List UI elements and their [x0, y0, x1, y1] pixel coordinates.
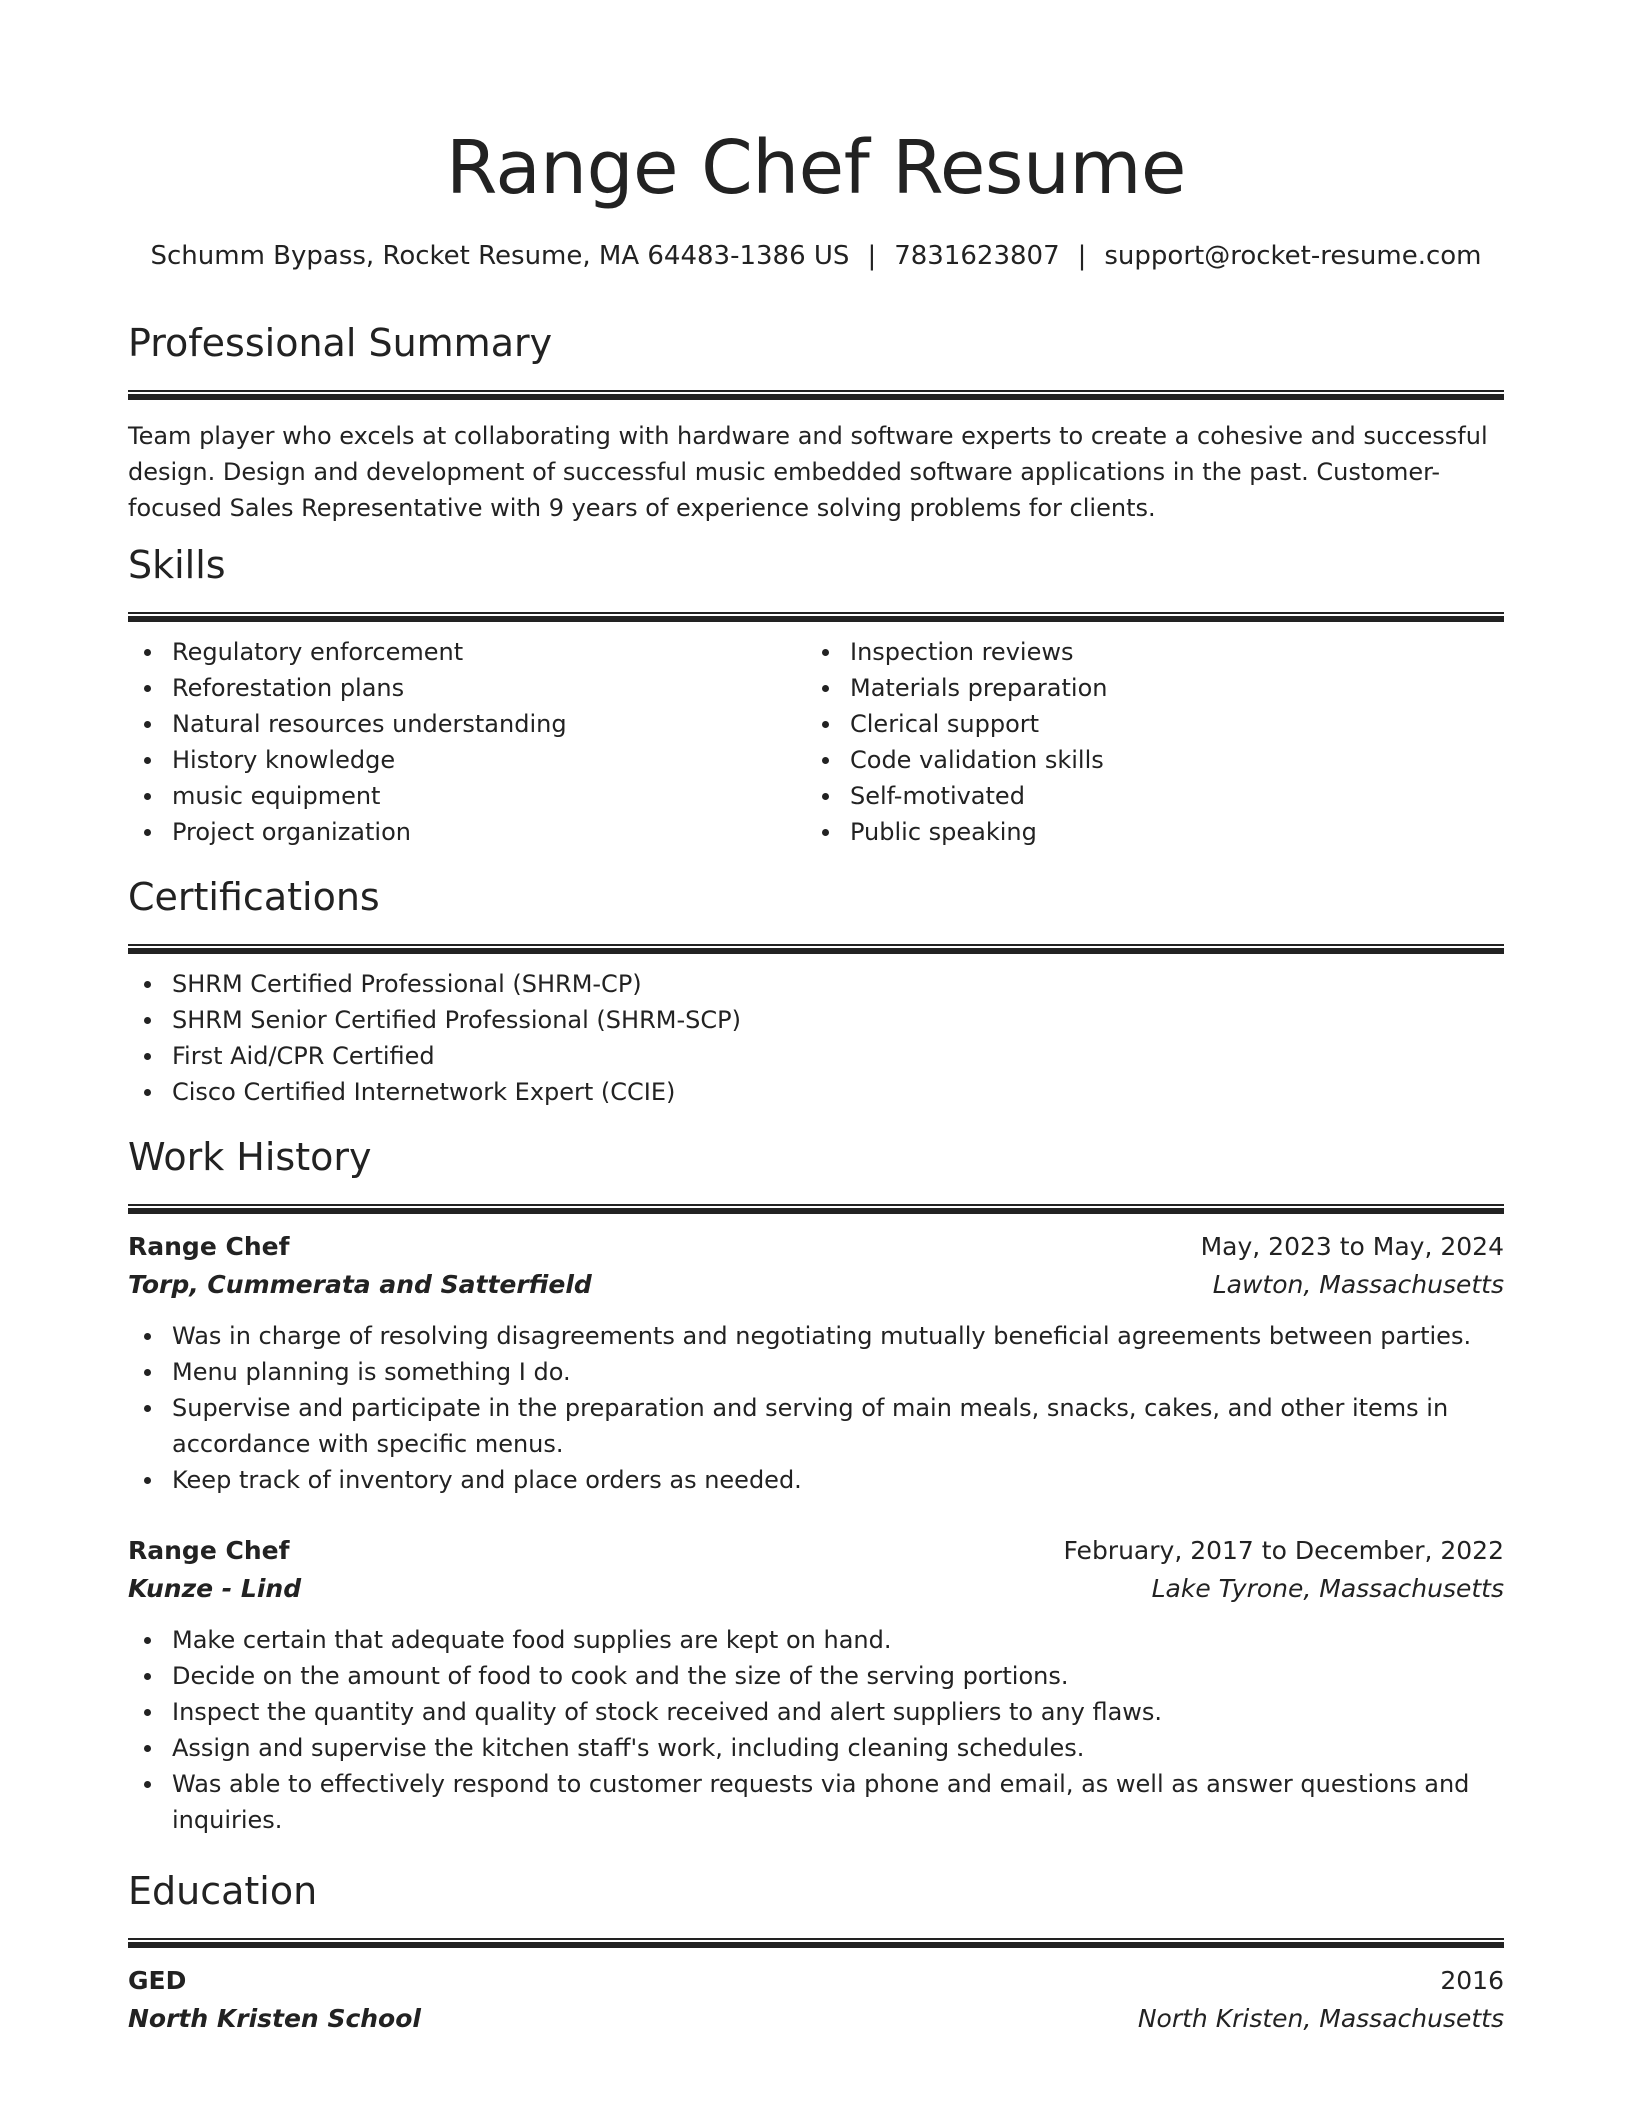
summary-heading: Professional Summary	[128, 321, 553, 365]
skill-item: Self-motivated	[806, 778, 1484, 814]
education-school: North Kristen School	[128, 2004, 421, 2033]
job-duty: Assign and supervise the kitchen staff's work, including cleaning schedules.	[128, 1730, 1504, 1766]
job-duty: Make certain that adequate food supplies are kept on hand.	[128, 1622, 1504, 1658]
skill-item: Public speaking	[806, 814, 1484, 850]
section-divider	[128, 1204, 1504, 1214]
job-duty: Inspect the quantity and quality of stock received and alert suppliers to any flaws.	[128, 1694, 1504, 1730]
education-year: 2016	[1440, 1966, 1504, 1995]
job-company: Torp, Cummerata and Satterfield	[128, 1270, 592, 1299]
contact-address: Schumm Bypass, Rocket Resume, MA 64483-1386 US	[150, 241, 850, 271]
skills-heading: Skills	[128, 543, 226, 587]
job-duty: Keep track of inventory and place orders as needed.	[128, 1462, 1504, 1498]
job-duty: Was in charge of resolving disagreements and negotiating mutually beneficial agreements between parties.	[128, 1318, 1504, 1354]
certification-item: SHRM Senior Certified Professional (SHRM-SCP)	[128, 1002, 1504, 1038]
skill-item: Regulatory enforcement	[128, 634, 806, 670]
resume-title: Range Chef Resume	[446, 125, 1186, 211]
section-divider	[128, 612, 1504, 622]
education-location: North Kristen, Massachusetts	[1137, 2004, 1504, 2033]
certifications-section	[128, 872, 1504, 1110]
skills-list-right	[806, 634, 1484, 850]
contact-phone: 7831623807	[894, 241, 1060, 271]
education-school-row	[128, 2000, 1504, 2038]
section-divider	[128, 390, 1504, 400]
job-company-row	[128, 1266, 1504, 1304]
job-title: Range Chef	[128, 1232, 290, 1261]
skill-item: Reforestation plans	[128, 670, 806, 706]
work-history-heading: Work History	[128, 1135, 372, 1179]
job-duty: Supervise and participate in the preparation and serving of main meals, snacks, cakes, and other items in accordance with specific menus.	[128, 1390, 1504, 1462]
certification-item: First Aid/CPR Certified	[128, 1038, 1504, 1074]
job-duties-list	[128, 1318, 1504, 1498]
skill-item: Code validation skills	[806, 742, 1484, 778]
job-duty: Decide on the amount of food to cook and the size of the serving portions.	[128, 1658, 1504, 1694]
section-divider	[128, 944, 1504, 954]
education-entry	[128, 1962, 1504, 2038]
summary-text: Team player who excels at collaborating with hardware and software experts to create a cohesive and successful design. Design and development of successful music embedded software applications in the past. Customer-focused Sales Representative with 9 years of experience solving problems for clients.	[128, 422, 1488, 522]
job-company: Kunze - Lind	[128, 1574, 302, 1603]
skills-list-left	[128, 634, 806, 850]
job-dates: May, 2023 to May, 2024	[1200, 1232, 1504, 1261]
skills-grid	[128, 634, 1504, 850]
certifications-list	[128, 966, 1504, 1110]
job-company-row	[128, 1570, 1504, 1608]
education-heading: Education	[128, 1869, 318, 1913]
certification-item: SHRM Certified Professional (SHRM-CP)	[128, 966, 1504, 1002]
education-degree: GED	[128, 1966, 187, 1995]
job-header-row	[128, 1228, 1504, 1266]
certifications-heading: Certifications	[128, 875, 380, 919]
skill-item: Natural resources understanding	[128, 706, 806, 742]
work-history-section	[128, 1132, 1504, 1838]
education-header-row	[128, 1962, 1504, 2000]
skill-item: Inspection reviews	[806, 634, 1484, 670]
job-title: Range Chef	[128, 1536, 290, 1565]
skill-item: music equipment	[128, 778, 806, 814]
skill-item: History knowledge	[128, 742, 806, 778]
job-entry	[128, 1532, 1504, 1838]
job-duty: Menu planning is something I do.	[128, 1354, 1504, 1390]
section-divider	[128, 1938, 1504, 1948]
contact-email: support@rocket-resume.com	[1104, 241, 1482, 271]
job-duties-list	[128, 1622, 1504, 1838]
job-duty: Was able to effectively respond to customer requests via phone and email, as well as answer questions and inquiries.	[128, 1766, 1504, 1838]
job-location: Lake Tyrone, Massachusetts	[1151, 1574, 1504, 1603]
skill-item: Clerical support	[806, 706, 1484, 742]
contact-separator: |	[867, 241, 877, 271]
skills-section	[128, 540, 1504, 850]
skill-item: Materials preparation	[806, 670, 1484, 706]
education-section	[128, 1866, 1504, 2038]
contact-line	[128, 238, 1504, 274]
skill-item: Project organization	[128, 814, 806, 850]
job-location: Lawton, Massachusetts	[1212, 1270, 1504, 1299]
job-entry	[128, 1228, 1504, 1498]
certification-item: Cisco Certified Internetwork Expert (CCIE)	[128, 1074, 1504, 1110]
job-header-row	[128, 1532, 1504, 1570]
contact-separator: |	[1077, 241, 1087, 271]
job-dates: February, 2017 to December, 2022	[1063, 1536, 1504, 1565]
summary-section	[128, 318, 1504, 526]
